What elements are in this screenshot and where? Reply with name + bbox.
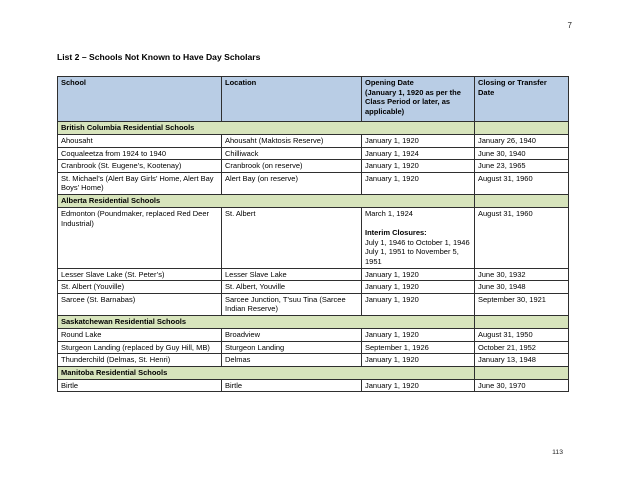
location-cell: St. Albert, Youville xyxy=(222,281,362,294)
school-cell: Lesser Slave Lake (St. Peter’s) xyxy=(58,268,222,281)
table-row xyxy=(58,172,569,194)
table-row xyxy=(58,281,569,294)
page-title: List 2 – Schools Not Known to Have Day Scholars xyxy=(57,52,261,62)
table-row xyxy=(58,293,569,315)
school-cell: Edmonton (Poundmaker, replaced Red Deer Industrial) xyxy=(58,207,222,268)
opening-date-header-line1: Opening Date xyxy=(365,78,414,87)
column-header-location: Location xyxy=(222,77,362,122)
interim-closure-period: July 1, 1946 to October 1, 1946 xyxy=(365,237,470,247)
page-number-top: 7 xyxy=(567,21,572,30)
school-cell: Sturgeon Landing (replaced by Guy Hill, MB) xyxy=(58,341,222,354)
closing-date-cell: August 31, 1960 xyxy=(475,172,569,194)
interim-closures-label: Interim Closures: xyxy=(365,228,427,238)
opening-date-cell: January 1, 1920 xyxy=(362,268,475,281)
location-cell: Chilliwack xyxy=(222,147,362,160)
school-cell: Ahousaht xyxy=(58,135,222,148)
opening-date-cell: January 1, 1920 xyxy=(362,172,475,194)
section-row-alberta xyxy=(58,194,569,207)
closing-date-cell: June 30, 1940 xyxy=(475,147,569,160)
location-cell: Cranbrook (on reserve) xyxy=(222,160,362,173)
school-cell: Birtle xyxy=(58,379,222,392)
table-row xyxy=(58,160,569,173)
opening-date-cell: January 1, 1920 xyxy=(362,354,475,367)
opening-date-cell xyxy=(362,207,475,268)
location-cell: Alert Bay (on reserve) xyxy=(222,172,362,194)
column-header-closing-date: Closing or Transfer Date xyxy=(475,77,569,122)
section-empty-cell xyxy=(475,366,569,379)
school-cell: Sarcee (St. Barnabas) xyxy=(58,293,222,315)
closing-date-cell: June 23, 1965 xyxy=(475,160,569,173)
section-row-manitoba xyxy=(58,366,569,379)
location-cell: Sarcee Junction, T’suu Tina (Sarcee Indian Reserve) xyxy=(222,293,362,315)
section-title: British Columbia Residential Schools xyxy=(58,122,475,135)
closing-date-cell: September 30, 1921 xyxy=(475,293,569,315)
opening-date-cell: January 1, 1920 xyxy=(362,379,475,392)
table-row xyxy=(58,147,569,160)
school-cell: Coqualeetza from 1924 to 1940 xyxy=(58,147,222,160)
section-row-british-columbia xyxy=(58,122,569,135)
school-cell: St. Albert (Youville) xyxy=(58,281,222,294)
opening-date-cell: January 1, 1920 xyxy=(362,160,475,173)
section-row-saskatchewan xyxy=(58,315,569,328)
section-title: Saskatchewan Residential Schools xyxy=(58,315,475,328)
column-header-opening-date xyxy=(362,77,475,122)
opening-date-cell: January 1, 1920 xyxy=(362,328,475,341)
opening-date-cell: January 1, 1924 xyxy=(362,147,475,160)
school-cell: St. Michael’s (Alert Bay Girls’ Home, Alert Bay Boys’ Home) xyxy=(58,172,222,194)
table-row xyxy=(58,268,569,281)
column-header-school: School xyxy=(58,77,222,122)
school-cell: Round Lake xyxy=(58,328,222,341)
table-row xyxy=(58,207,569,268)
section-title: Manitoba Residential Schools xyxy=(58,366,475,379)
interim-closure-period: July 1, 1951 to November 5, 1951 xyxy=(365,247,459,266)
opening-date-cell: September 1, 1926 xyxy=(362,341,475,354)
section-empty-cell xyxy=(475,194,569,207)
closing-date-cell: August 31, 1960 xyxy=(475,207,569,268)
opening-date-cell: January 1, 1920 xyxy=(362,281,475,294)
table-row xyxy=(58,341,569,354)
schools-table xyxy=(57,76,569,392)
table-row xyxy=(58,135,569,148)
location-cell: Sturgeon Landing xyxy=(222,341,362,354)
opening-date-cell: January 1, 1920 xyxy=(362,293,475,315)
opening-date-cell: January 1, 1920 xyxy=(362,135,475,148)
closing-date-cell: August 31, 1950 xyxy=(475,328,569,341)
table-header-row xyxy=(58,77,569,122)
section-empty-cell xyxy=(475,315,569,328)
location-cell: Ahousaht (Maktosis Reserve) xyxy=(222,135,362,148)
opening-date: March 1, 1924 xyxy=(365,208,413,218)
table-row xyxy=(58,379,569,392)
section-empty-cell xyxy=(475,122,569,135)
closing-date-cell: October 21, 1952 xyxy=(475,341,569,354)
table-row xyxy=(58,328,569,341)
closing-date-cell: January 13, 1948 xyxy=(475,354,569,367)
section-title: Alberta Residential Schools xyxy=(58,194,475,207)
location-cell: St. Albert xyxy=(222,207,362,268)
closing-date-cell: January 26, 1940 xyxy=(475,135,569,148)
location-cell: Birtle xyxy=(222,379,362,392)
school-cell: Cranbrook (St. Eugene’s, Kootenay) xyxy=(58,160,222,173)
location-cell: Lesser Slave Lake xyxy=(222,268,362,281)
table-row xyxy=(58,354,569,367)
opening-date-header-line2: (January 1, 1920 as per the Class Period or later, as applicable) xyxy=(365,87,461,116)
location-cell: Broadview xyxy=(222,328,362,341)
page-number-bottom: 113 xyxy=(552,449,563,456)
location-cell: Delmas xyxy=(222,354,362,367)
closing-date-cell: June 30, 1970 xyxy=(475,379,569,392)
closing-date-cell: June 30, 1932 xyxy=(475,268,569,281)
school-cell: Thunderchild (Delmas, St. Henri) xyxy=(58,354,222,367)
closing-date-cell: June 30, 1948 xyxy=(475,281,569,294)
